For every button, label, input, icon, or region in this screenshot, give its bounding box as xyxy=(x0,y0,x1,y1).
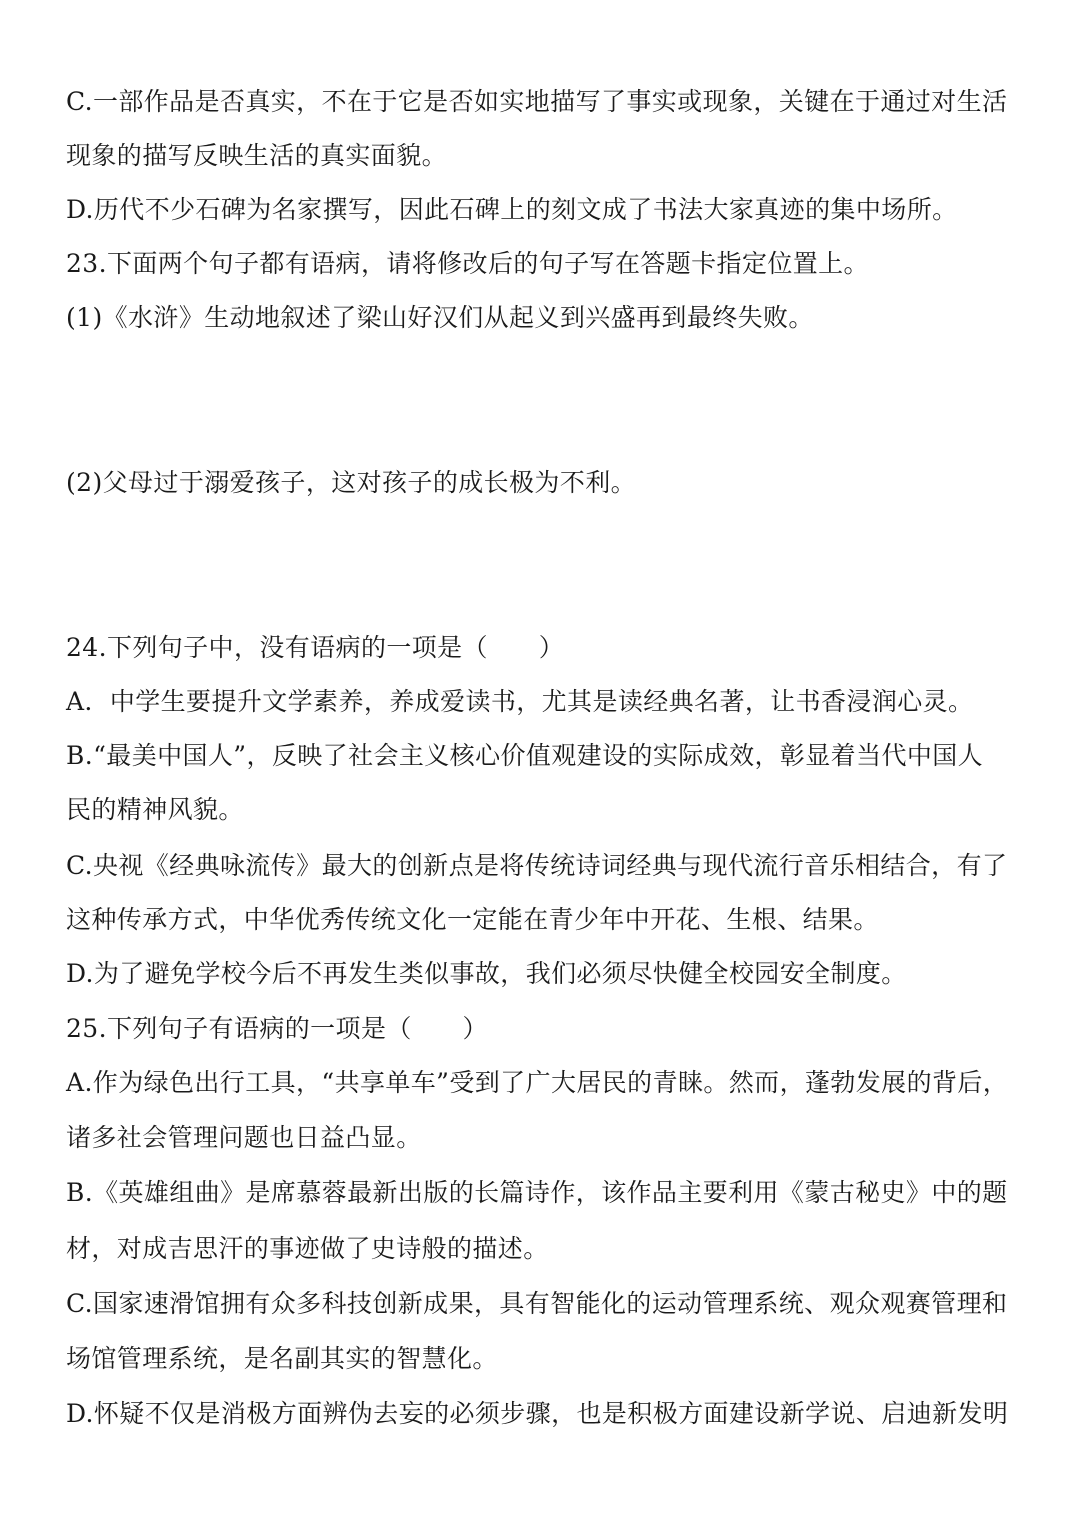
q25-option-d-line-1: D.怀疑不仅是消极方面辨伪去妄的必须步骤，也是积极方面建设新学说、启迪新发明 xyxy=(66,1399,1009,1428)
q22-option-c-line-1: C.一部作品是否真实，不在于它是否如实地描写了事实或现象，关键在于通过对生活 xyxy=(66,87,1008,116)
q22-option-c-line-2: 现象的描写反映生活的真实面貌。 xyxy=(66,141,448,170)
q22-option-d: D.历代不少石碑为名家撰写，因此石碑上的刻文成了书法大家真迹的集中场所。 xyxy=(66,195,958,224)
q24-option-c-line-1: C.央视《经典咏流传》最大的创新点是将传统诗词经典与现代流行音乐相结合，有了 xyxy=(66,851,1008,880)
q25-option-c-line-2: 场馆管理系统，是名副其实的智慧化。 xyxy=(66,1344,498,1373)
q25-option-b-line-1: B.《英雄组曲》是席慕蓉最新出版的长篇诗作，该作品主要利用《蒙古秘史》中的题 xyxy=(66,1178,1008,1207)
q24-option-c-line-2: 这种传承方式，中华优秀传统文化一定能在青少年中开花、生根、结果。 xyxy=(66,905,879,934)
q25-option-a-line-1: A.作为绿色出行工具，“共享单车”受到了广大居民的青睐。然而，蓬勃发展的背后， xyxy=(66,1068,1009,1097)
q23-sentence-1: (1)《水浒》生动地叙述了梁山好汉们从起义到兴盛再到最终失败。 xyxy=(66,303,814,332)
q25-option-b-line-2: 材，对成吉思汗的事迹做了史诗般的描述。 xyxy=(66,1234,549,1263)
q24-stem: 24.下列句子中，没有语病的一项是（ ） xyxy=(66,633,565,662)
q23-sentence-2: (2)父母过于溺爱孩子，这对孩子的成长极为不利。 xyxy=(66,468,637,497)
q24-option-b-line-2: 民的精神风貌。 xyxy=(66,795,244,824)
q24-option-b-line-1: B.“最美中国人”，反映了社会主义核心价值观建设的实际成效，彰显着当代中国人 xyxy=(66,741,984,770)
q25-option-a-line-2: 诸多社会管理问题也日益凸显。 xyxy=(66,1123,422,1152)
q25-stem: 25.下列句子有语病的一项是（ ） xyxy=(66,1014,488,1043)
q24-option-a: A．中学生要提升文学素养，养成爱读书，尤其是读经典名著，让书香浸润心灵。 xyxy=(66,687,974,716)
q23-stem: 23.下面两个句子都有语病，请将修改后的句子写在答题卡指定位置上。 xyxy=(66,249,869,278)
q25-option-c-line-1: C.国家速滑馆拥有众多科技创新成果，具有智能化的运动管理系统、观众观赛管理和 xyxy=(66,1289,1008,1318)
q24-option-d: D.为了避免学校今后不再发生类似事故，我们必须尽快健全校园安全制度。 xyxy=(66,959,907,988)
